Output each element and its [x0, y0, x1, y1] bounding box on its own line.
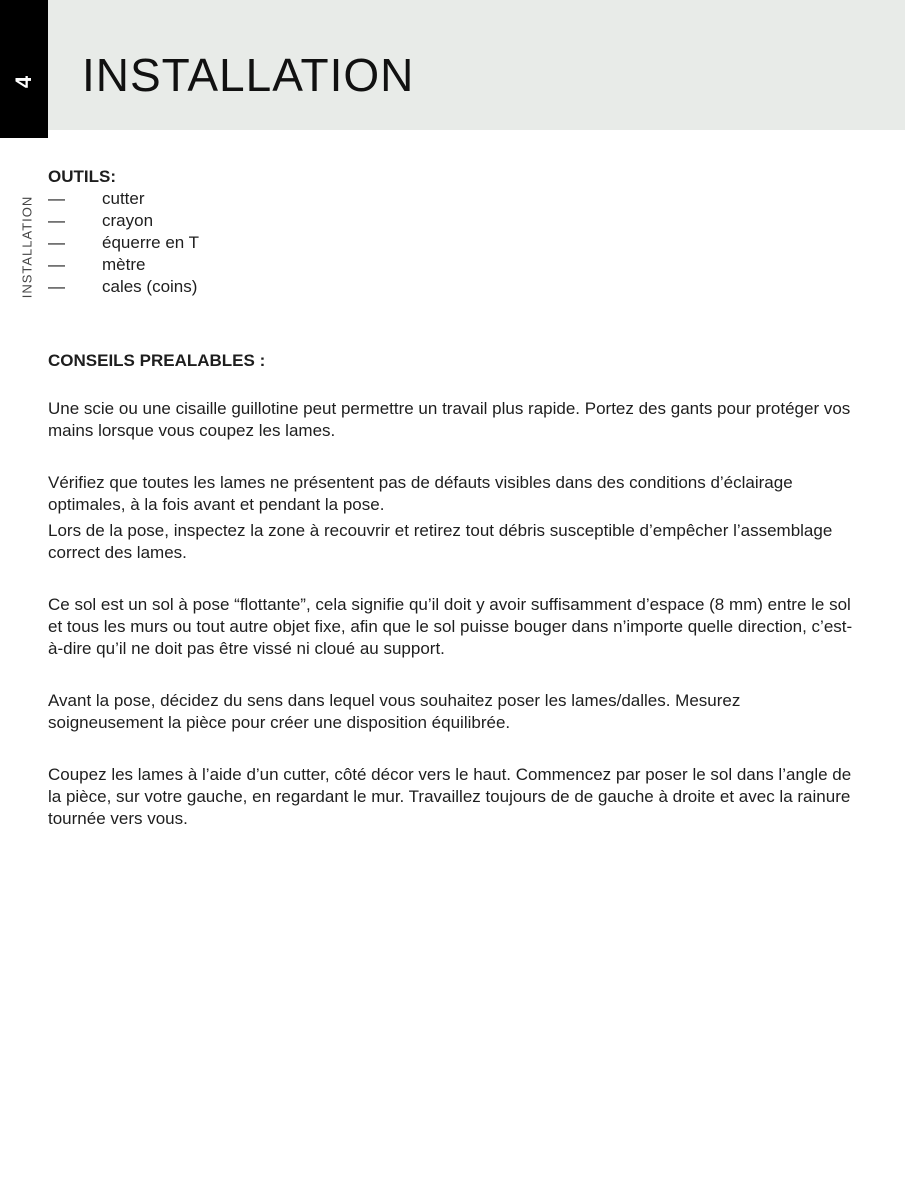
advice-paragraph: Coupez les lames à l’aide d’un cutter, côté décor vers le haut. Commencez par poser le sol dans l’angle de la pièce, sur votre gauche, en regardant le mur. Travaillez toujours de de gauche à droite et avec la rainure tournée vers vous. [48, 765, 852, 828]
dash-marker: — [48, 189, 65, 208]
list-item [48, 276, 858, 298]
list-item [48, 232, 858, 254]
tool-label: mètre [102, 255, 146, 274]
page-number-tab [0, 0, 48, 138]
page-content [48, 166, 858, 830]
tool-label: cutter [102, 189, 145, 208]
advice-section [48, 350, 858, 830]
advice-paragraph: Avant la pose, décidez du sens dans lequel vous souhaitez poser les lames/dalles. Mesurez soigneusement la pièce pour créer une disposition équilibrée. [48, 691, 741, 732]
dash-marker: — [48, 277, 65, 296]
advice-paragraph: Lors de la pose, inspectez la zone à recouvrir et retirez tout débris susceptible d’empêcher l’assemblage correct des lames. [48, 521, 833, 562]
advice-paragraph: Vérifiez que toutes les lames ne présentent pas de défauts visibles dans des conditions d’éclairage optimales, à la fois avant et pendant la pose. [48, 473, 793, 514]
list-item [48, 254, 858, 276]
dash-marker: — [48, 211, 65, 230]
page-number: 4 [11, 75, 36, 89]
tools-section [48, 166, 858, 298]
side-section-label: INSTALLATION [19, 195, 35, 299]
header-band [48, 0, 905, 130]
advice-heading: CONSEILS PREALABLES : [48, 351, 266, 370]
list-item [48, 210, 858, 232]
page-title: INSTALLATION [82, 49, 415, 101]
tool-label: équerre en T [102, 233, 200, 252]
advice-paragraph: Une scie ou une cisaille guillotine peut permettre un travail plus rapide. Portez des gants pour protéger vos mains lorsque vous coupez les lames. [48, 399, 851, 440]
advice-paragraph: Ce sol est un sol à pose “flottante”, cela signifie qu’il doit y avoir suffisamment d’espace (8 mm) entre le sol et tous les murs ou tout autre objet fixe, afin que le sol puisse bouger dans n’importe quelle direction, c’est-à-dire qu’il ne doit pas être vissé ni cloué au support. [48, 595, 853, 658]
tool-label: crayon [102, 211, 154, 230]
dash-marker: — [48, 233, 65, 252]
tool-list [48, 188, 858, 298]
tools-heading: OUTILS: [48, 167, 116, 186]
tool-label: cales (coins) [102, 277, 198, 296]
dash-marker: — [48, 255, 65, 274]
list-item [48, 188, 858, 210]
